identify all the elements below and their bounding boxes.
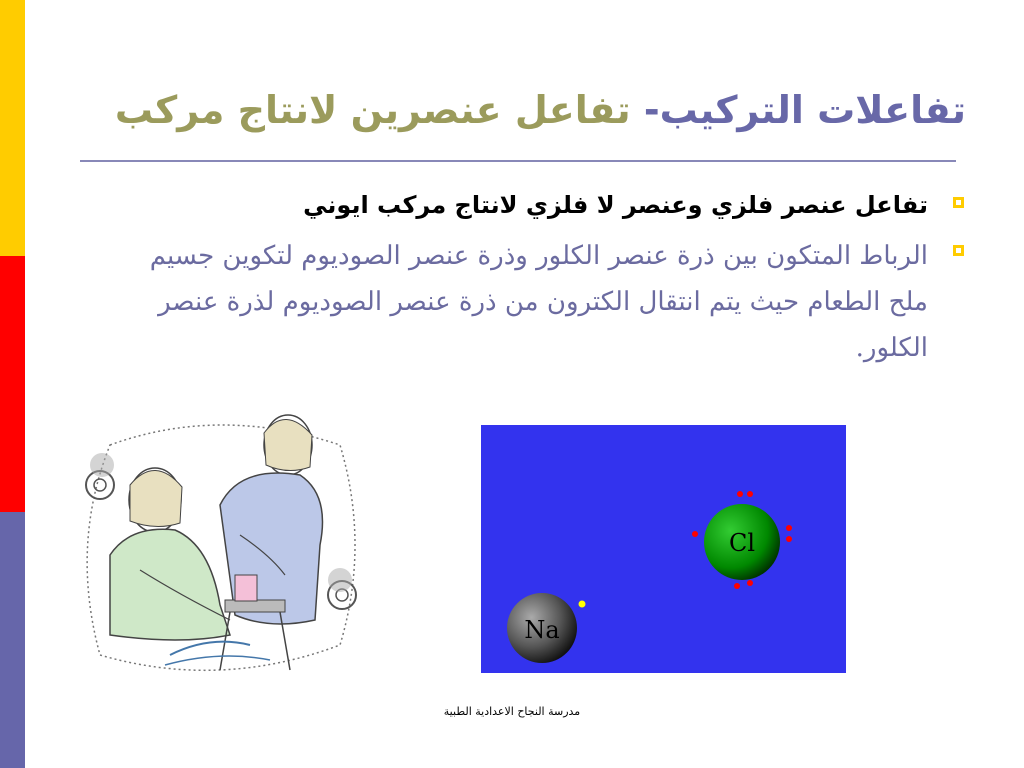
- title-divider: [80, 160, 956, 162]
- side-bar-yellow: [0, 0, 25, 256]
- footer-text: مدرسة النجاح الاعدادية الطبية: [443, 705, 581, 718]
- title-part-2: تفاعل عنصرين لانتاج مركب: [114, 88, 631, 132]
- atom-diagram: [481, 425, 846, 673]
- side-bar-red: [0, 256, 25, 512]
- side-bar-blue: [0, 512, 25, 768]
- chlorine-label: Cl: [728, 529, 756, 557]
- students-experiment-clipart-icon: [70, 405, 370, 685]
- slide-title: [60, 88, 966, 132]
- chlorine-electron: [747, 580, 753, 586]
- chlorine-electron: [786, 536, 792, 542]
- hollow-square-bullet-icon: [953, 245, 964, 256]
- bullet-item: [104, 233, 964, 371]
- bullet-text: تفاعل عنصر فلزي وعنصر لا فلزي لانتاج مركب ايوني: [303, 191, 928, 219]
- bullet-text: الرباط المتكون بين ذرة عنصر الكلور وذرة عنصر الصوديوم لتكوين جسيم ملح الطعام حيث يتم انتقال الكترون من ذرة عنصر الصوديوم لذرة عنصر الكلور.: [149, 241, 928, 363]
- chlorine-electron: [734, 583, 740, 589]
- chlorine-electron: [692, 531, 698, 537]
- sodium-label: Na: [524, 616, 560, 644]
- chlorine-electron: [786, 525, 792, 531]
- bullet-item: [104, 185, 964, 225]
- sodium-electron: [579, 601, 586, 608]
- title-part-1: تفاعلات التركيب-: [643, 88, 966, 132]
- bullet-list: [104, 185, 964, 379]
- hollow-square-bullet-icon: [953, 197, 964, 208]
- chlorine-electron: [737, 491, 743, 497]
- chlorine-electron: [747, 491, 753, 497]
